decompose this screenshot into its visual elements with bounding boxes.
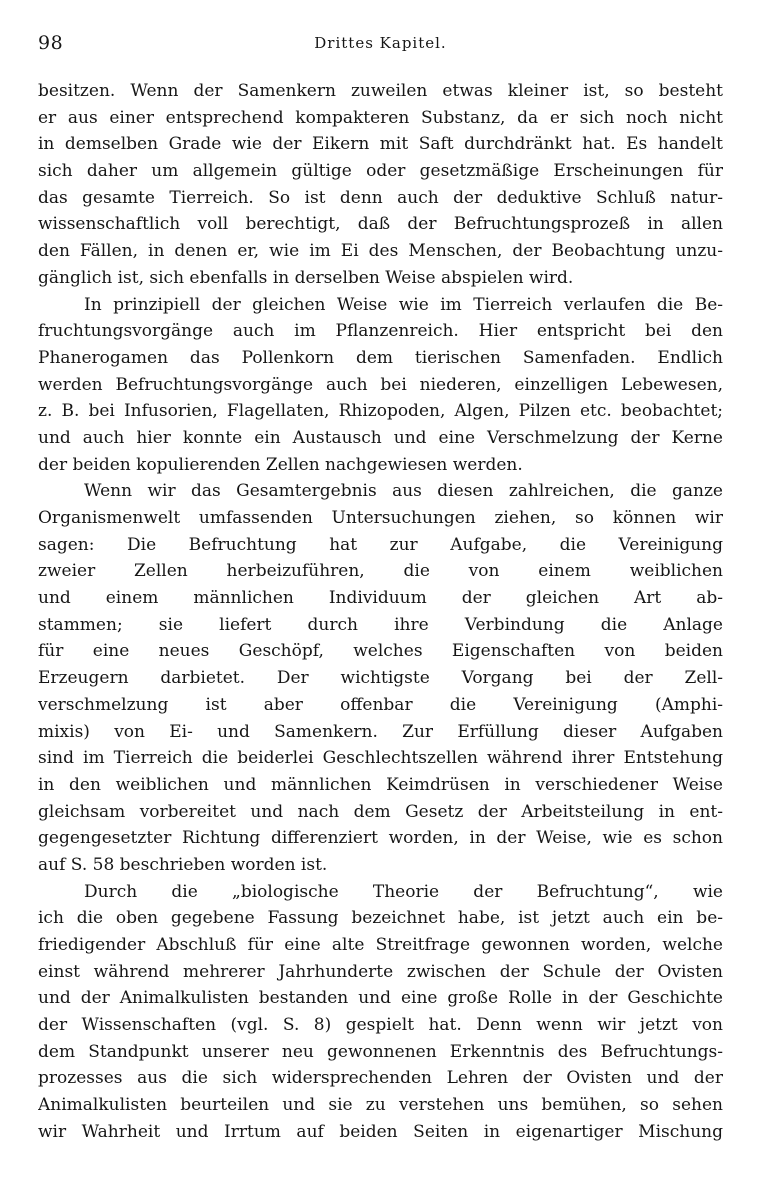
text-line: wir Wahrheit und Irrtum auf beiden Seiten in eigenartiger Mischung [38,1121,723,1142]
text-line: für eine neues Geschöpf, welches Eigenschaften von beiden [38,641,723,662]
page-number: 98 [38,32,64,54]
text-line: stammen; sie liefert durch ihre Verbindung die Anlage [38,614,723,635]
text-line: er aus einer entsprechend kompakteren Substanz, da er sich noch nicht [38,107,723,128]
text-line: sind im Tierreich die beiderlei Geschlechtszellen während ihrer Entstehung [38,748,723,769]
text-line: prozesses aus die sich widersprechenden Lehren der Ovisten und der [38,1068,723,1089]
text-line: Durch die „biologische Theorie der Befruchtung“, wie [84,881,723,902]
text-line: der Wissenschaften (vgl. S. 8) gespielt hat. Denn wenn wir jetzt von [38,1015,723,1036]
running-head: Drittes Kapitel. [314,34,447,52]
text-line: den Fällen, in denen er, wie im Ei des Menschen, der Beobachtung unzu- [38,241,723,262]
text-line: Animalkulisten beurteilen und sie zu verstehen uns bemühen, so sehen [38,1095,723,1116]
text-line: in demselben Grade wie der Eikern mit Saft durchdränkt hat. Es handelt [38,134,723,155]
text-line: z. B. bei Infusorien, Flagellaten, Rhizopoden, Algen, Pilzen etc. beobachtet; [38,401,723,422]
text-line: und auch hier konnte ein Austausch und eine Verschmelzung der Kerne [38,427,723,448]
text-line: sagen: Die Befruchtung hat zur Aufgabe, die Vereinigung [38,534,723,555]
text-line: wissenschaftlich voll berechtigt, daß der Befruchtungsprozeß in allen [38,214,723,235]
text-line: einst während mehrerer Jahrhunderte zwischen der Schule der Ovisten [38,961,723,982]
paragraph-3 [38,478,723,878]
text-line: zweier Zellen herbeizuführen, die von einem weiblichen [38,561,723,582]
text-line: Organismenwelt umfassenden Untersuchungen ziehen, so können wir [38,508,723,528]
text-line: auf S. 58 beschrieben worden ist. [38,854,328,875]
text-line: mixis) von Ei- und Samenkern. Zur Erfüllung dieser Aufgaben [38,721,723,742]
text-line: Erzeugern darbietet. Der wichtigste Vorgang bei der Zell- [38,668,723,689]
text-line: besitzen. Wenn der Samenkern zuweilen etwas kleiner ist, so besteht [38,81,723,101]
text-line: in den weiblichen und männlichen Keimdrüsen in verschiedener Weise [38,774,723,795]
text-line: verschmelzung ist aber offenbar die Vereinigung (Amphi- [38,694,723,715]
text-line: sich daher um allgemein gültige oder gesetzmäßige Erscheinungen für [38,161,723,182]
text-line: und einem männlichen Individuum der gleichen Art ab- [38,588,723,609]
paragraph-4 [38,879,723,1146]
text-line: In prinzipiell der gleichen Weise wie im Tierreich verlaufen die Be- [84,294,723,315]
text-line: gänglich ist, sich ebenfalls in derselben Weise abspielen wird. [38,267,574,288]
text-line: werden Befruchtungsvorgänge auch bei niederen, einzelligen Lebewesen, [38,374,723,395]
text-line: gleichsam vorbereitet und nach dem Gesetz der Arbeitsteilung in ent- [38,801,723,822]
text-line: dem Standpunkt unserer neu gewonnenen Erkenntnis des Befruchtungs- [38,1041,723,1062]
text-line: Phanerogamen das Pollenkorn dem tierischen Samenfaden. Endlich [38,347,723,368]
text-line: Wenn wir das Gesamtergebnis aus diesen zahlreichen, die ganze [84,481,723,502]
text-line: friedigender Abschluß für eine alte Streitfrage gewonnen worden, welche [38,935,723,955]
text-line: gegengesetzter Richtung differenziert worden, in der Weise, wie es schon [38,828,723,849]
paragraph-1 [38,78,723,292]
text-line: das gesamte Tierreich. So ist denn auch der deduktive Schluß natur- [38,187,723,208]
page-header [38,32,723,58]
text-line: ich die oben gegebene Fassung bezeichnet habe, ist jetzt auch ein be- [38,908,723,929]
text-line: und der Animalkulisten bestanden und eine große Rolle in der Geschichte [38,988,723,1009]
text-line: fruchtungsvorgänge auch im Pflanzenreich. Hier entspricht bei den [38,321,723,342]
paragraph-2 [38,292,723,479]
page-body [38,78,723,1146]
text-line: der beiden kopulierenden Zellen nachgewiesen werden. [38,454,523,475]
